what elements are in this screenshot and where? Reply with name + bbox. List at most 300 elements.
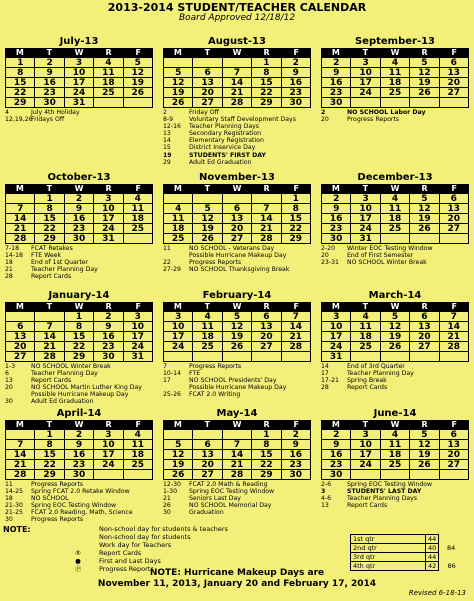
day-cell: 2 [35,58,64,68]
day-cell: 15 [35,214,64,224]
note-row [321,370,469,377]
day-cell: 6 [193,68,222,78]
day-grid [163,429,311,480]
note-text: Report Cards [31,377,72,385]
day-cell: 30 [65,234,94,244]
weekday-label: W [74,48,84,57]
weekday-label: W [390,48,400,57]
day-cell: 5 [164,440,193,450]
day-cell: 12 [164,78,193,88]
day-cell: 27 [6,352,35,362]
day-cell: 4 [351,312,380,322]
day-cell [124,234,153,244]
quarter-name: 1st qtr [351,535,426,544]
day-cell [94,470,123,480]
day-cell: 1 [252,58,281,68]
note-row [163,109,311,116]
day-grid [5,311,153,362]
month-calendar [163,172,311,244]
month-calendar [5,172,153,244]
day-cell: 15 [282,214,311,224]
day-cell: 17 [351,78,380,88]
day-cell: 15 [35,450,64,460]
note-text: FTE Week [31,252,62,260]
day-cell: 24 [351,460,380,470]
day-cell: 30 [35,98,64,108]
weekday-label: R [105,420,112,429]
day-cell: 29 [35,470,64,480]
day-cell: 17 [94,214,123,224]
legend-item [3,549,273,557]
day-cell: 25 [381,460,410,470]
day-cell: 17 [124,332,153,342]
day-cell: 14 [6,450,35,460]
day-cell: 17 [164,332,193,342]
note-date: 21 [163,495,171,503]
note-row [5,495,153,502]
day-cell: 28 [6,470,35,480]
day-cell: 13 [440,440,469,450]
note-date: 14-18 [5,252,23,260]
day-cell: 4 [381,58,410,68]
note-row [163,130,311,137]
day-cell: 3 [124,312,153,322]
day-cell: 23 [94,342,123,352]
day-cell: 21 [35,342,64,352]
day-cell: 16 [322,214,351,224]
day-cell: 19 [164,88,193,98]
note-text: Possible Hurricane Makeup Day [189,384,287,392]
note-date: 21-25 [5,509,23,517]
note-row [163,509,311,516]
day-cell: 13 [252,322,281,332]
day-cell: 28 [223,470,252,480]
calendar-subtitle: Board Approved 12/18/12 [178,13,296,23]
day-cell: 19 [410,78,439,88]
day-cell: 30 [322,98,351,108]
day-cell: 22 [252,88,281,98]
note-row [5,509,153,516]
day-cell: 26 [410,460,439,470]
day-cell: 14 [35,332,64,342]
day-cell: 1 [35,430,64,440]
day-cell: 9 [282,440,311,450]
note-date: 12-30 [163,481,181,488]
month-title: November-13 [199,172,275,183]
day-cell: 2 [65,194,94,204]
day-cell: 2 [94,312,123,322]
weekday-label: M [15,302,24,311]
day-cell: 4 [381,430,410,440]
day-cell: 27 [440,88,469,98]
note-text: Teacher Planning Days [189,123,260,131]
month-notes [5,245,153,280]
day-cell: 1 [282,194,311,204]
note-date: 13 [5,377,13,385]
quarter-days: 40 [426,544,439,553]
day-cell: 16 [282,450,311,460]
day-cell: 24 [124,342,153,352]
quarter-name: 2nd qtr [351,544,426,553]
note-text: Progress Reports [31,516,84,524]
note-row [321,502,469,509]
note-date: 17 [321,370,329,378]
day-cell: 21 [282,332,311,342]
note-row [321,495,469,502]
weekday-header [5,48,153,57]
month-title: September-13 [354,36,436,47]
day-cell [381,98,410,108]
day-cell [223,58,252,68]
day-cell: 27 [440,460,469,470]
month-title: December-13 [357,172,433,183]
day-cell: 8 [35,440,64,450]
day-cell: 25 [193,342,222,352]
day-cell: 23 [322,88,351,98]
weekday-label: M [15,48,24,57]
quarter-name: 4th qtr [351,562,426,571]
day-cell: 25 [381,88,410,98]
day-cell: 9 [65,204,94,214]
note-date: 10-14 [163,370,181,378]
day-cell: 24 [164,342,193,352]
day-cell: 2 [65,430,94,440]
note-text: Spring FCAT 2.0 Retake Window [31,488,130,496]
day-cell: 8 [65,322,94,332]
semester-days [439,553,458,562]
day-cell: 13 [223,214,252,224]
note-date: 11 [5,481,13,488]
weekday-label: F [451,184,457,193]
quarter-days: 42 [426,562,439,571]
note-date: 19 [163,151,172,159]
day-cell: 5 [410,194,439,204]
note-text: Progress Reports [347,116,400,124]
day-cell: 26 [164,470,193,480]
note-date: 18 [5,259,13,267]
note-date: 22 [163,259,171,267]
day-cell: 26 [164,98,193,108]
day-cell: 10 [351,440,380,450]
legend-item [3,533,273,541]
note-text: Winter EOC Testing Window [347,245,433,252]
note-date: 6 [5,370,9,378]
day-cell: 10 [124,322,153,332]
day-cell: 31 [94,234,123,244]
note-date: 4-6 [321,495,332,503]
month-notes [5,109,153,123]
note-text: FCAT 2.0 Writing [189,391,241,399]
note-date: 7-18 [5,245,20,252]
day-cell [351,470,380,480]
weekday-label: T [362,48,369,57]
day-cell: 27 [410,342,439,352]
day-cell: 19 [410,450,439,460]
note-date: 23-31 [321,259,339,267]
day-cell: 25 [124,224,153,234]
day-cell [381,470,410,480]
note-text: Report Cards [31,273,72,281]
note-row [321,377,469,384]
day-cell [193,58,222,68]
day-cell: 29 [35,234,64,244]
weekday-label: F [293,302,299,311]
weekday-header [163,420,311,429]
weekday-label: W [74,302,84,311]
day-cell: 12 [164,450,193,460]
legend-item [3,525,273,533]
day-cell: 6 [223,204,252,214]
quarter-row [351,544,458,553]
day-cell: 13 [410,322,439,332]
day-cell: 6 [440,58,469,68]
note-row [321,481,469,488]
day-cell: 21 [252,224,281,234]
quarter-days: 44 [426,535,439,544]
month-title: July-13 [59,36,99,47]
day-cell: 5 [410,58,439,68]
weekday-label: R [421,420,428,429]
day-cell: 29 [65,352,94,362]
day-cell: 2 [282,430,311,440]
note-text: NO SCHOOL Memorial Day [189,502,272,510]
day-cell: 21 [223,88,252,98]
legend-text: Report Cards [99,549,142,557]
day-cell [6,430,35,440]
day-cell [440,470,469,480]
day-cell: 20 [440,214,469,224]
note-text: Teacher Planning Day [31,370,98,378]
note-text: Friday Off [189,109,219,116]
day-cell [381,234,410,244]
weekday-label: F [135,420,141,429]
day-cell: 3 [351,58,380,68]
day-cell: 23 [282,88,311,98]
day-cell: 29 [252,98,281,108]
day-cell: 27 [193,98,222,108]
day-cell: 23 [65,460,94,470]
day-cell: 17 [351,214,380,224]
day-cell: 8 [252,68,281,78]
weekday-label: R [263,420,270,429]
day-cell: 28 [35,352,64,362]
month-calendar [321,290,469,362]
day-cell: 2 [322,58,351,68]
note-row [5,488,153,495]
day-cell: 9 [322,204,351,214]
day-cell [35,312,64,322]
day-cell [94,98,123,108]
day-cell: 18 [381,78,410,88]
day-cell: 3 [94,194,123,204]
note-date: 2 [321,109,326,116]
day-cell: 10 [164,322,193,332]
note-row [5,377,153,384]
weekday-label: M [331,302,340,311]
day-cell: 16 [322,78,351,88]
day-cell: 5 [164,68,193,78]
day-cell [223,194,252,204]
weekday-label: T [46,48,53,57]
weekday-label: R [105,184,112,193]
day-cell: 31 [65,98,94,108]
day-grid [321,311,469,362]
day-cell: 11 [124,204,153,214]
day-cell: 27 [223,234,252,244]
revised-date: Revised 6-18-13 [408,589,466,597]
note-text: Fridays Off [31,116,65,124]
day-cell: 11 [351,322,380,332]
day-cell: 16 [35,78,64,88]
day-cell: 6 [6,322,35,332]
note-text: FCAT 2.0 Reading, Math, Science [31,509,133,517]
day-cell: 24 [94,224,123,234]
day-cell: 15 [6,78,35,88]
day-cell [223,430,252,440]
weekday-label: W [390,302,400,311]
weekday-header [321,302,469,311]
note-text: Spring EOC Testing Window [31,502,117,510]
day-cell: 19 [381,332,410,342]
day-cell: 18 [381,450,410,460]
day-cell: 7 [223,440,252,450]
day-cell: 27 [440,224,469,234]
month-notes [163,481,311,516]
day-cell [164,430,193,440]
day-cell: 22 [282,224,311,234]
note-row [163,377,311,384]
day-cell: 14 [282,322,311,332]
note-text: Voluntary Staff Development Days [189,116,296,124]
day-cell: 20 [223,224,252,234]
note-text: District Inservice Day [189,144,256,152]
note-text: Teacher Planning Day [31,266,98,274]
day-cell: 29 [252,470,281,480]
day-cell: 13 [193,78,222,88]
note-row [163,123,311,130]
note-text: NO SCHOOL Winter Break [31,363,111,370]
note-row [321,488,469,495]
day-cell: 5 [223,312,252,322]
month-notes [321,363,469,391]
weekday-label: T [204,184,211,193]
note-row [5,273,153,280]
weekday-label: R [263,302,270,311]
note-text: Report Cards [347,502,388,510]
note-row [163,363,311,370]
note-row [5,109,153,116]
day-cell: 30 [322,470,351,480]
weekday-label: T [204,302,211,311]
day-cell: 10 [351,204,380,214]
day-cell [193,430,222,440]
weekday-label: M [15,420,24,429]
day-cell [440,234,469,244]
day-cell: 6 [193,440,222,450]
legend-item [3,557,273,565]
note-text: End of 1st Quarter [31,259,89,267]
day-cell: 16 [322,450,351,460]
day-cell: 10 [94,204,123,214]
day-cell: 3 [351,194,380,204]
note-text: FCAT Retakes [31,245,73,252]
note-text: NO SCHOOL Winter Break [347,259,427,267]
month-calendar [5,36,153,108]
day-cell [124,98,153,108]
day-cell: 10 [322,322,351,332]
day-cell: 22 [6,88,35,98]
day-cell: 10 [351,68,380,78]
weekday-label: M [173,302,182,311]
day-cell: 11 [381,440,410,450]
weekday-label: R [105,48,112,57]
note-row [163,137,311,144]
weekday-label: T [204,48,211,57]
legend-item [3,541,273,549]
day-cell: 6 [252,312,281,322]
note-text: Possible Hurricane Makeup Day [189,252,287,260]
note-row [163,152,311,159]
month-calendar [321,36,469,108]
note-date: 28 [321,384,329,392]
day-cell: 18 [164,224,193,234]
note-date [163,252,189,259]
day-cell: 16 [65,214,94,224]
quarter-row [351,535,458,544]
day-cell: 13 [440,68,469,78]
weekday-label: M [173,420,182,429]
day-cell: 5 [410,430,439,440]
note-text: STUDENTS' FIRST DAY [189,151,266,159]
weekday-label: T [362,420,369,429]
day-cell: 17 [65,78,94,88]
weekday-label: T [46,302,53,311]
note-text: STUDENTS' LAST DAY [347,488,422,496]
note-date: 4 [5,109,9,116]
month-calendar [5,290,153,362]
day-cell: 16 [65,450,94,460]
day-cell: 22 [252,460,281,470]
weekday-label: W [74,420,84,429]
month-notes [321,481,469,509]
day-cell: 25 [351,342,380,352]
weekday-label: M [173,48,182,57]
note-date: 30 [163,509,171,517]
month-calendar [163,36,311,108]
day-cell: 12 [193,214,222,224]
day-cell: 6 [410,312,439,322]
note-date: 1-3 [5,363,16,370]
day-cell: 13 [6,332,35,342]
day-grid [5,429,153,480]
day-cell: 9 [35,68,64,78]
note-date: 7 [163,363,167,370]
weekday-label: W [390,184,400,193]
day-cell: 18 [381,214,410,224]
weekday-label: W [74,184,84,193]
day-cell: 24 [351,88,380,98]
day-cell: 29 [282,234,311,244]
day-cell: 17 [351,450,380,460]
calendar-title: 2013-2014 STUDENT/TEACHER CALENDAR [107,1,367,14]
note-text: July 4th Holiday [31,109,80,116]
day-cell: 4 [164,204,193,214]
month-notes [321,245,469,266]
day-cell: 14 [6,214,35,224]
weekday-header [163,302,311,311]
day-cell: 15 [252,78,281,88]
legend-symbol-icon: Ⓟ [74,565,82,573]
